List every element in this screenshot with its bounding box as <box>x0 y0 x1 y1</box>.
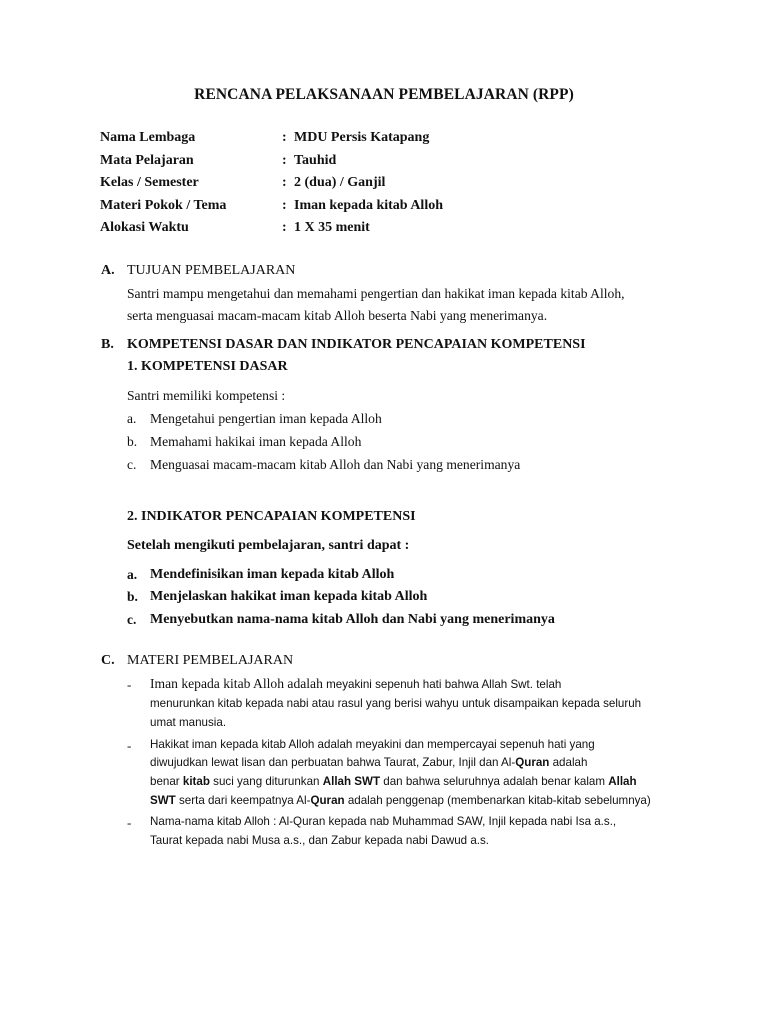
identity-value: 2 (dua) / Ganjil <box>294 175 386 191</box>
identity-colon: : <box>282 152 287 168</box>
text-run-bold: Allah SWT <box>322 775 381 788</box>
identity-value: Iman kepada kitab Alloh <box>294 197 443 213</box>
identity-value: Tauhid <box>294 152 337 168</box>
text-run: suci yang diturunkan <box>209 775 323 788</box>
identity-label: Alokasi Waktu <box>100 220 189 236</box>
section-a-heading: TUJUAN PEMBELAJARAN <box>127 263 296 278</box>
materi-item-1-line: menurunkan kitab kepada nabi atau rasul yang berisi wahyu untuk disampaikan kepada seluruh <box>150 697 642 710</box>
list-letter: a. <box>127 567 138 582</box>
section-b-letter: B. <box>101 337 114 352</box>
subsection-1-intro: Santri memiliki kompetensi : <box>127 388 286 403</box>
section-a-line: Santri mampu mengetahui dan memahami pengertian dan hakikat iman kepada kitab Alloh, <box>127 286 625 301</box>
materi-item-3-line: Nama-nama kitab Alloh : Al-Quran kepada nab Muhammad SAW, Injil kepada nabi Isa a.s., <box>150 815 617 828</box>
identity-colon: : <box>282 197 287 213</box>
identity-table <box>100 130 443 243</box>
list-item: Menyebutkan nama-nama kitab Alloh dan Nabi yang menerimanya <box>150 612 555 627</box>
section-a-line: serta menguasai macam-macam kitab Alloh beserta Nabi yang menerimanya. <box>127 308 548 323</box>
list-item: Menguasai macam-macam kitab Alloh dan Nabi yang menerimanya <box>150 457 521 472</box>
identity-colon: : <box>282 130 287 145</box>
identity-value: 1 X 35 menit <box>294 220 370 236</box>
identity-colon: : <box>282 175 287 191</box>
identity-row <box>100 220 443 243</box>
bullet-dash: - <box>127 677 132 692</box>
materi-item-1-lead: Iman kepada kitab Alloh adalah <box>150 676 323 691</box>
list-letter: b. <box>127 589 138 604</box>
list-item: Menjelaskan hakikat iman kepada kitab Alloh <box>150 589 428 604</box>
text-run: adalah <box>549 756 588 769</box>
text-run: diwujudkan lewat lisan dan perbuatan bahwa Taurat, Zabur, Injil dan Al- <box>150 756 516 769</box>
materi-item-2-line: Hakikat iman kepada kitab Alloh adalah meyakini dan mempercayai sepenuh hati yang <box>150 738 595 751</box>
text-run-bold: Allah <box>608 775 637 788</box>
list-letter: b. <box>127 434 138 449</box>
identity-row <box>100 153 443 176</box>
document-title: RENCANA PELAKSANAAN PEMBELAJARAN (RPP) <box>194 86 574 103</box>
materi-item-3-line: Taurat kepada nabi Musa a.s., dan Zabur kepada nabi Dawud a.s. <box>150 834 490 847</box>
subsection-1-heading: 1. KOMPETENSI DASAR <box>127 359 288 374</box>
identity-label: Mata Pelajaran <box>100 152 194 168</box>
identity-label: Kelas / Semester <box>100 175 199 191</box>
list-letter: c. <box>127 457 137 472</box>
identity-label: Nama Lembaga <box>100 130 196 145</box>
materi-item-2-line <box>150 775 637 788</box>
identity-value: MDU Persis Katapang <box>294 130 430 145</box>
materi-item-1-line <box>150 676 561 693</box>
text-run: adalah penggenap (membenarkan kitab-kitab sebelumnya) <box>344 794 651 807</box>
materi-item-1-line: umat manusia. <box>150 716 227 729</box>
text-run-bold: kitab <box>182 775 210 788</box>
materi-item-1-rest: meyakini sepenuh hati bahwa Allah Swt. telah <box>322 678 562 691</box>
identity-row <box>100 175 443 198</box>
text-run-bold: SWT <box>150 794 176 807</box>
text-run: serta dari keempatnya Al- <box>175 794 311 807</box>
section-c-letter: C. <box>101 653 115 668</box>
identity-row <box>100 198 443 221</box>
identity-row <box>100 130 443 153</box>
materi-item-2-line <box>150 756 587 769</box>
bullet-dash: - <box>127 815 132 830</box>
section-b-heading: KOMPETENSI DASAR DAN INDIKATOR PENCAPAIAN KOMPETENSI <box>127 337 586 352</box>
materi-item-2-line <box>150 794 651 807</box>
section-a-letter: A. <box>101 263 115 278</box>
identity-colon: : <box>282 220 287 236</box>
text-run: benar <box>150 775 183 788</box>
list-item: Mendefinisikan iman kepada kitab Alloh <box>150 567 395 582</box>
text-run-bold: Quran <box>515 756 550 769</box>
subsection-2-intro: Setelah mengikuti pembelajaran, santri dapat : <box>127 538 410 553</box>
list-letter: a. <box>127 411 137 426</box>
identity-label: Materi Pokok / Tema <box>100 197 227 213</box>
list-letter: c. <box>127 612 137 627</box>
bullet-dash: - <box>127 738 132 753</box>
text-run-bold: Quran <box>310 794 345 807</box>
list-item: Memahami hakikai iman kepada Alloh <box>150 434 362 449</box>
subsection-2-heading: 2. INDIKATOR PENCAPAIAN KOMPETENSI <box>127 509 416 524</box>
text-run: dan bahwa seluruhnya adalah benar kalam <box>380 775 609 788</box>
list-item: Mengetahui pengertian iman kepada Alloh <box>150 411 382 426</box>
section-c-heading: MATERI PEMBELAJARAN <box>127 653 294 668</box>
